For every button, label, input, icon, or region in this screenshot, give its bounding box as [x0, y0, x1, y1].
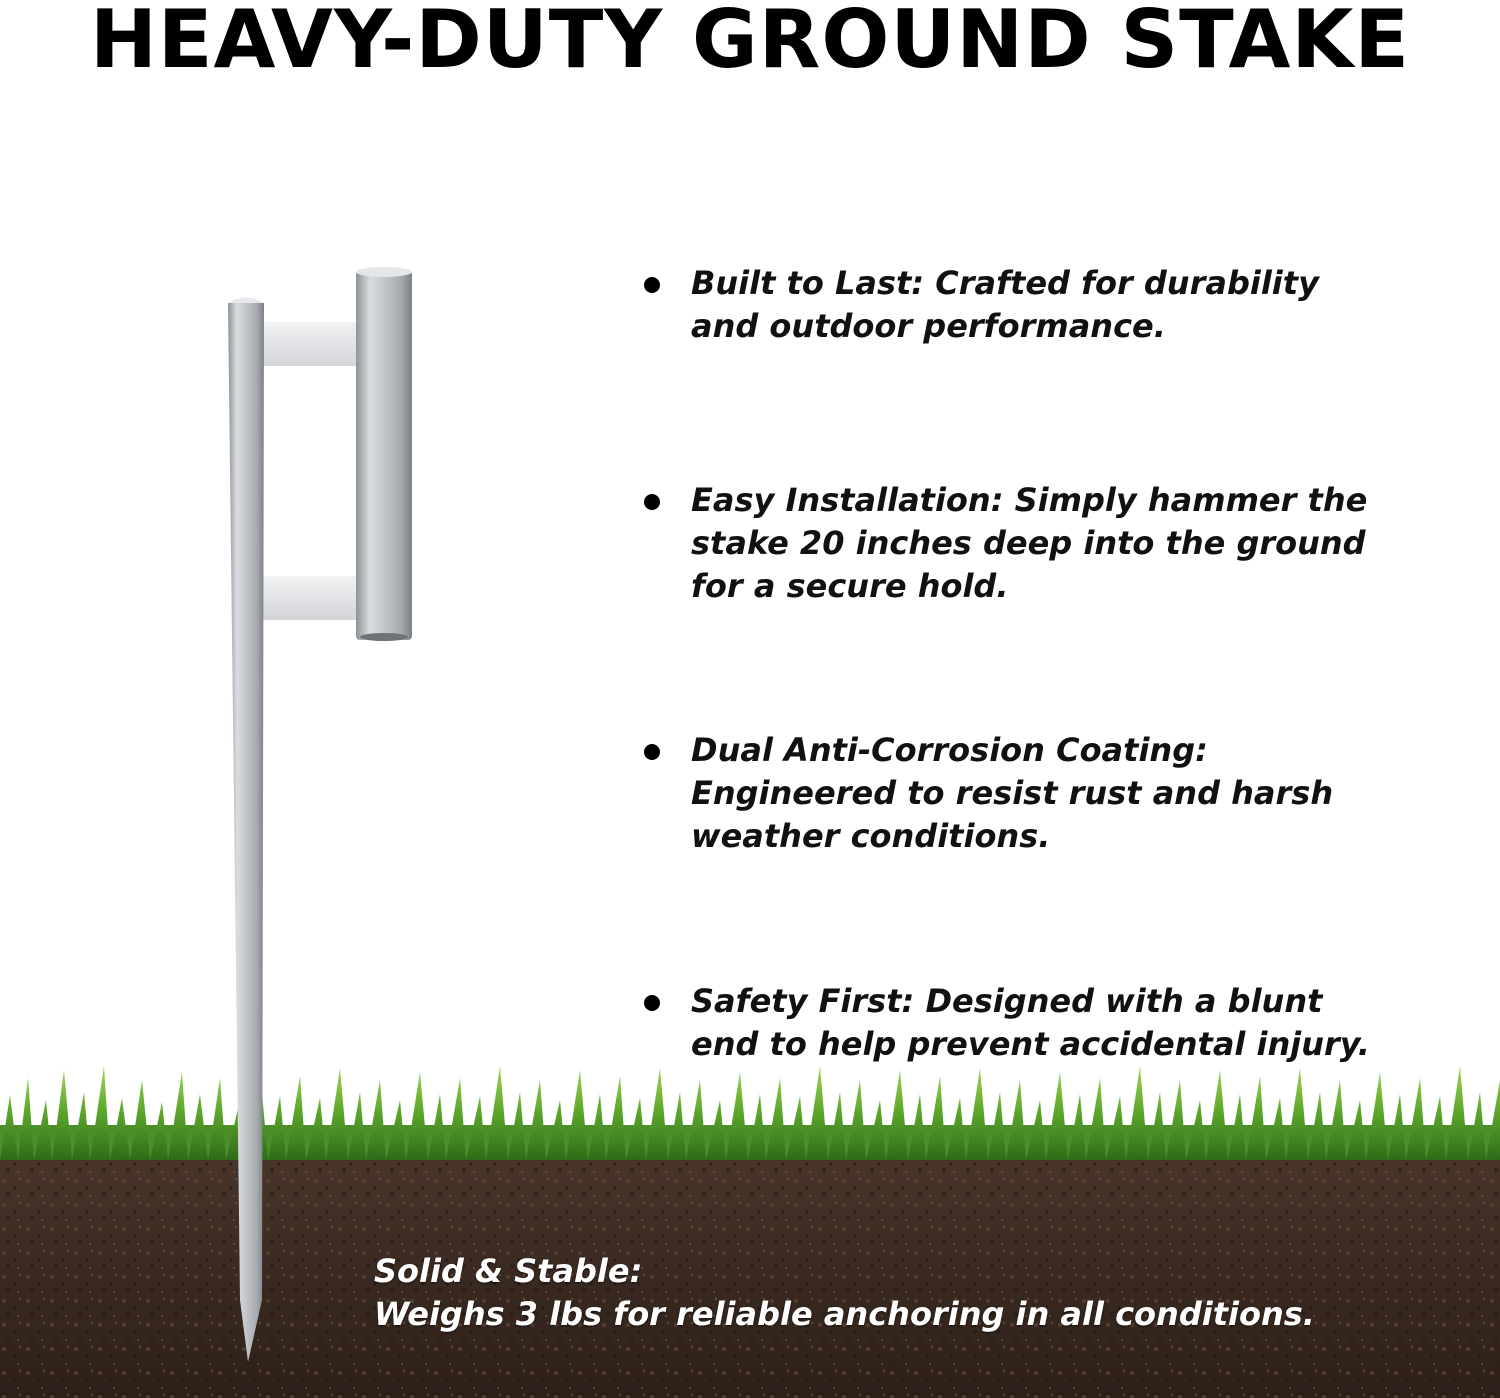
bottom-note — [374, 1250, 1374, 1336]
bullet-dot-icon — [644, 277, 660, 293]
bullet-dot-icon — [644, 494, 660, 510]
page-title: HEAVY-DUTY GROUND STAKE — [89, 0, 1411, 86]
feature-text: Built to Last: Crafted for durability and outdoor performance. — [691, 264, 1319, 345]
bullet-dot-icon — [644, 995, 660, 1011]
bullet-dot-icon — [644, 744, 660, 760]
bottom-note-body: Weighs 3 lbs for reliable anchoring in all conditions. — [374, 1295, 1315, 1333]
feature-text: Dual Anti-Corrosion Coating: Engineered to resist rust and harsh weather conditions. — [691, 731, 1334, 855]
feature-text: Easy Installation: Simply hammer the stake 20 inches deep into the ground for a secure hold. — [691, 481, 1368, 605]
grass-image — [0, 1066, 1500, 1160]
feature-text: Safety First: Designed with a blunt end to help prevent accidental injury. — [691, 982, 1370, 1063]
bottom-note-title: Solid & Stable: — [374, 1252, 643, 1290]
